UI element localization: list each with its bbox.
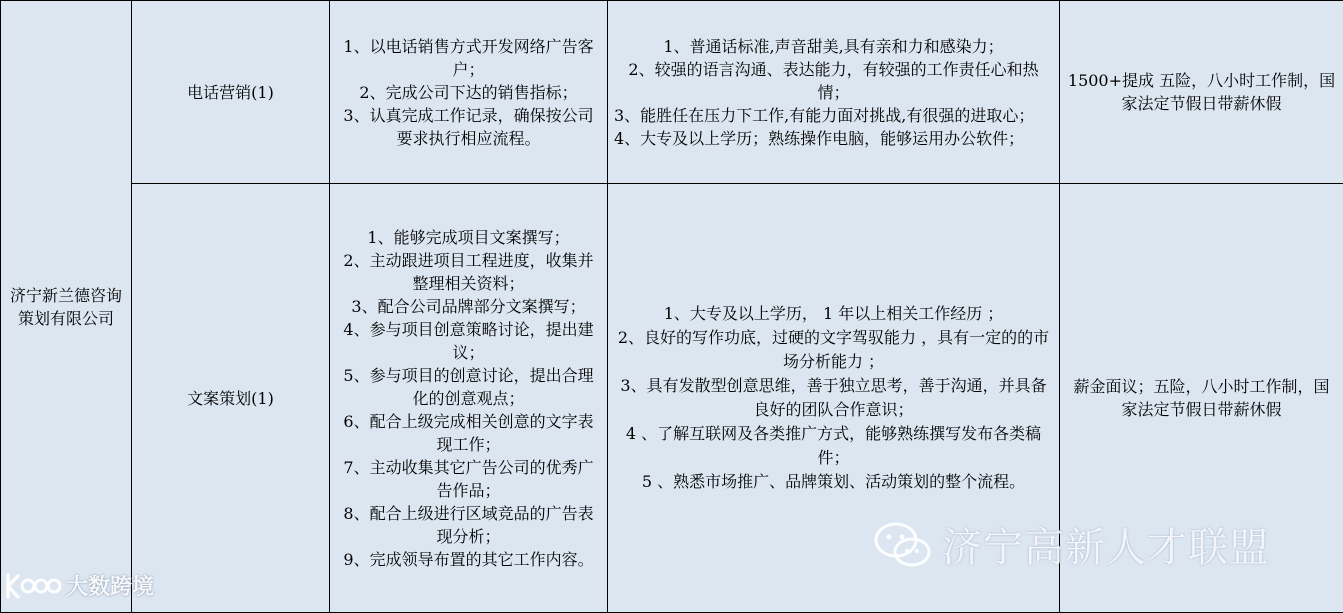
duty-item: 3、配合公司品牌部分文案撰写； <box>336 295 601 318</box>
wechat-icon <box>872 520 934 570</box>
requirement-item: 3、具有发散型创意思维，善于独立思考，善于沟通，并具备良好的团队合作意识； <box>614 374 1053 422</box>
wechat-watermark <box>872 516 1270 573</box>
company-name: 济宁新兰德咨询策划有限公司 <box>1 1 132 613</box>
job-benefits: 1500+提成 五险，八小时工作制，国家法定节假日带薪休假 <box>1060 1 1343 184</box>
duty-item: 3、认真完成工作记录，确保按公司要求执行相应流程。 <box>336 104 601 150</box>
job-requirements <box>608 1 1060 184</box>
duty-item: 2、主动跟进项目工程进度，收集并整理相关资料； <box>336 249 601 295</box>
duty-item: 7、主动收集其它广告公司的优秀广告作品； <box>336 456 601 502</box>
duty-item: 6、配合上级完成相关创意的文字表现工作； <box>336 410 601 456</box>
requirement-item: 5 、熟悉市场推广、品牌策划、活动策划的整个流程。 <box>614 470 1053 494</box>
brand-watermark <box>4 570 154 601</box>
duty-item: 1、以电话销售方式开发网络广告客户； <box>336 35 601 81</box>
job-benefits: 薪金面议；五险，八小时工作制，国家法定节假日带薪休假 <box>1060 184 1343 613</box>
requirement-item: 1、大专及以上学历， 1 年以上相关工作经历 ； <box>614 302 1053 326</box>
duty-item: 9、完成领导布置的其它工作内容。 <box>336 548 601 571</box>
watermark-text: 济宁高新人才联盟 <box>942 516 1270 573</box>
requirement-item: 4 、了解互联网及各类推广方式，能够熟练撰写发布各类稿件； <box>614 422 1053 470</box>
requirement-item: 2、较强的语言沟通、表达能力，有较强的工作责任心和热情； <box>614 58 1053 104</box>
duty-item: 8、配合上级进行区域竞品的广告表现分析； <box>336 502 601 548</box>
duty-item: 2、完成公司下达的销售指标； <box>336 81 601 104</box>
duty-item: 4、参与项目创意策略讨论，提出建议； <box>336 318 601 364</box>
position-title: 电话营销(1) <box>132 1 330 184</box>
duty-item: 5、参与项目的创意讨论，提出合理化的创意观点； <box>336 364 601 410</box>
brand-text: 大数跨境 <box>66 570 154 601</box>
position-title: 文案策划(1) <box>132 184 330 613</box>
requirement-item: 1、普通话标准,声音甜美,具有亲和力和感染力； <box>614 35 1053 58</box>
job-duties <box>330 1 608 184</box>
duty-item: 1、能够完成项目文案撰写； <box>336 226 601 249</box>
kooo-logo-icon <box>4 571 62 601</box>
job-duties <box>330 184 608 613</box>
table-row <box>1 1 1343 184</box>
requirement-item: 3、能胜任在压力下工作,有能力面对挑战,有很强的进取心； 4、大专及以上学历；熟练操作电脑，能够运用办公软件； <box>614 104 1053 150</box>
requirement-item: 2、良好的写作功底，过硬的文字驾驭能力 ，具有一定的的市场分析能力 ； <box>614 326 1053 374</box>
